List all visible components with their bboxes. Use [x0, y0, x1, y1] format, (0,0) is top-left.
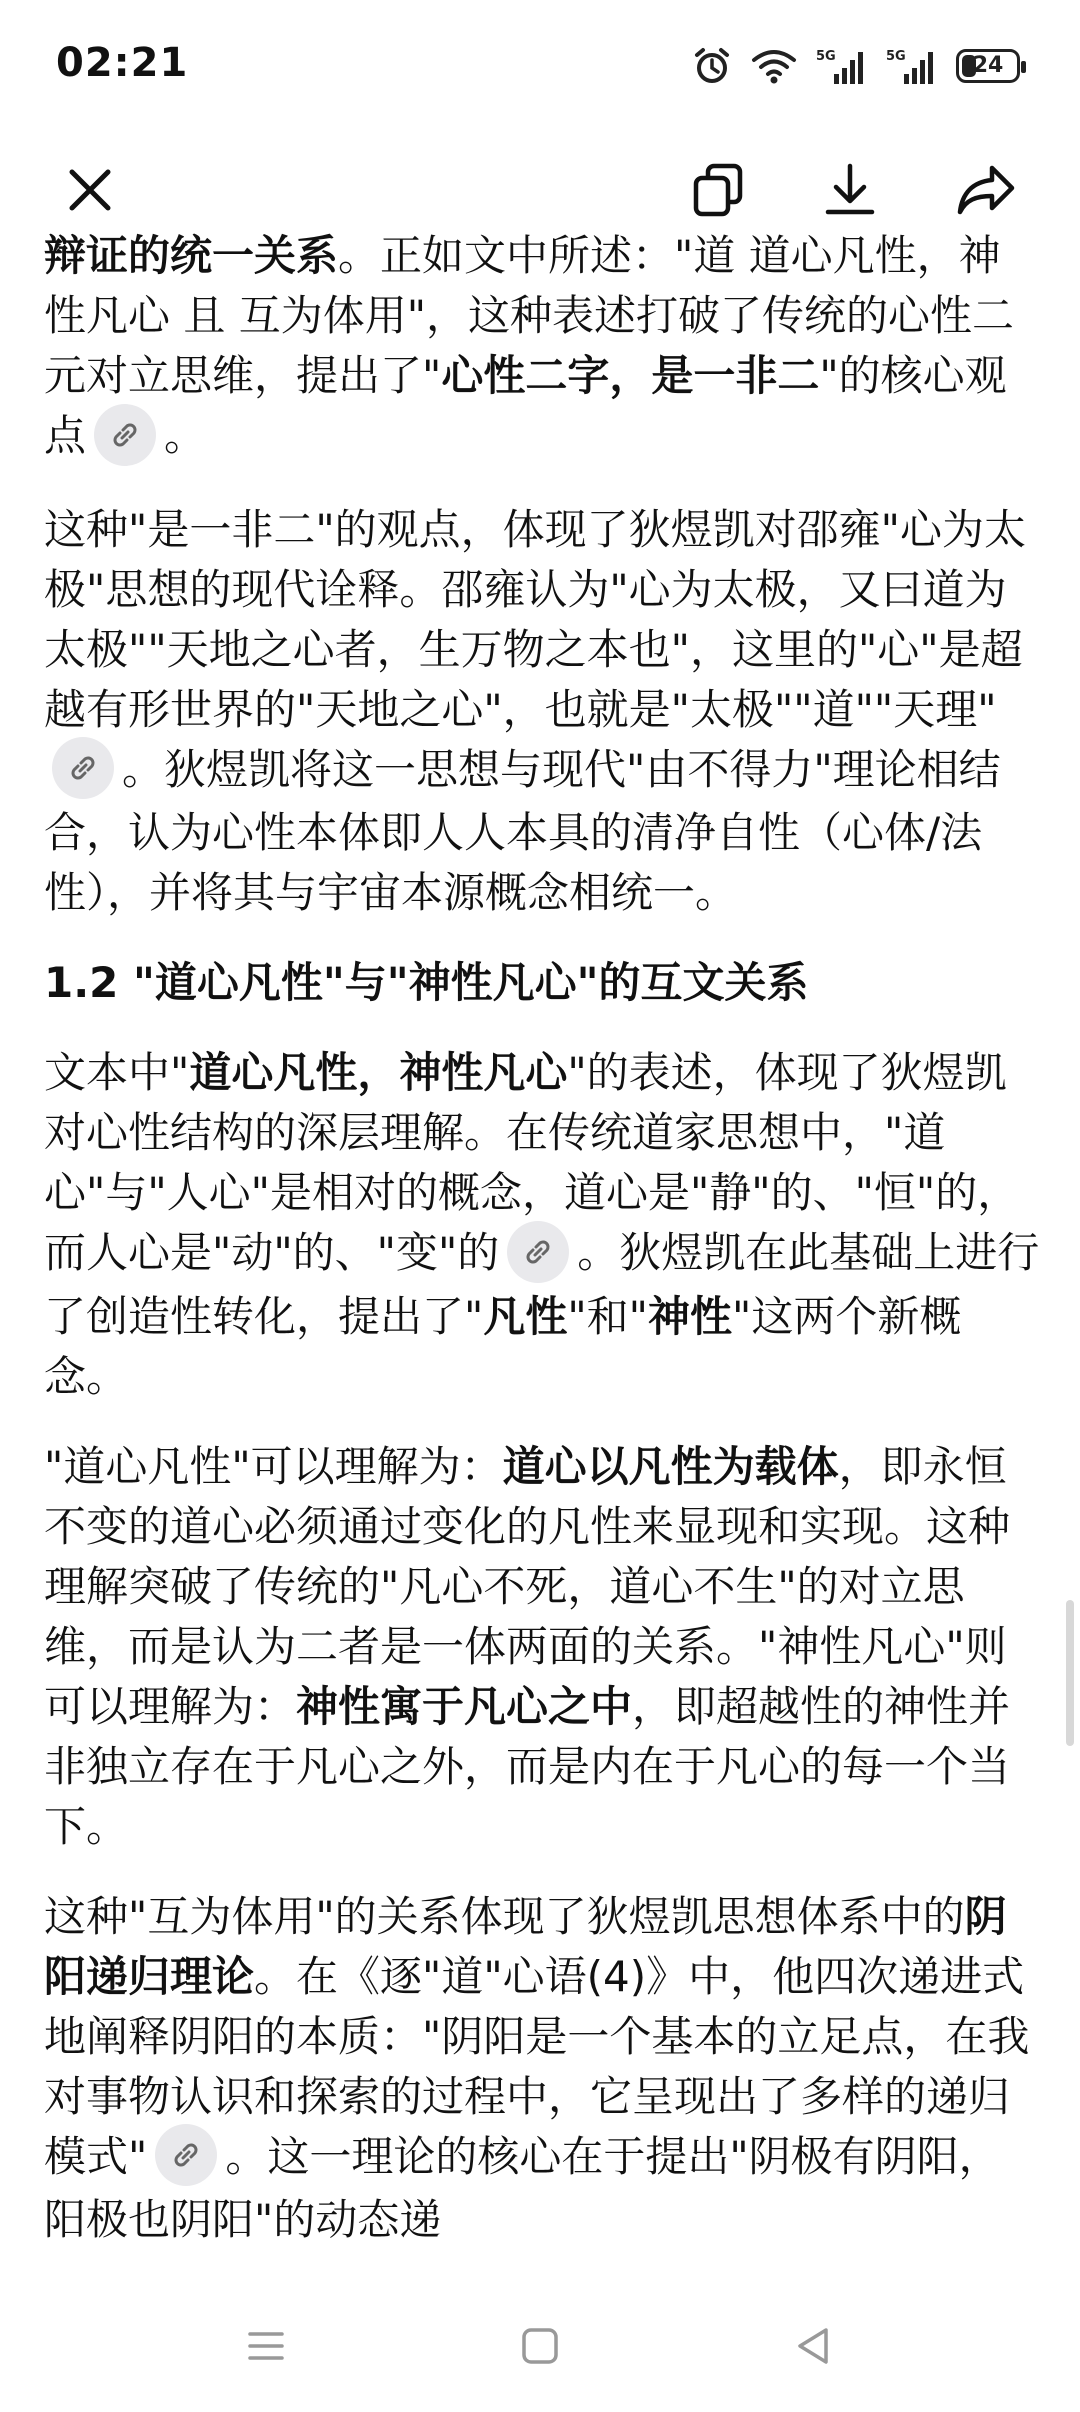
copy-button[interactable] [676, 148, 760, 232]
download-button[interactable] [808, 148, 892, 232]
wifi-icon [750, 46, 798, 86]
text: 文本中" [44, 1048, 190, 1097]
paragraph [44, 500, 1040, 924]
link-icon [67, 752, 99, 784]
bold-text: 阴阳递归理论 [44, 1891, 1007, 2001]
status-time: 02:21 [56, 40, 189, 86]
link-icon [522, 1236, 554, 1268]
text: 。 [164, 411, 207, 460]
paragraph [44, 1437, 1040, 1857]
5g-signal-icon [816, 46, 868, 86]
scrollbar-thumb[interactable] [1066, 1600, 1074, 1746]
close-icon [62, 162, 118, 218]
text: 。这一理论的核心在于提出"阴极有阴阳，阳极也阴阳"的动态递 [44, 2131, 1001, 2244]
text: ，即永恒不变的道心必须通过变化的凡性来显现和实现。这种理解突破了传统的"凡心不死，道心不生"的对立思维，而是认为二者是一体两面的关系。"神性凡心"则可以理解为： [44, 1441, 1011, 1731]
share-icon [954, 160, 1018, 220]
paragraph [44, 1887, 1040, 2251]
text: 。在《逐"道"心语(4)》中，他四次递进式地阐释阴阳的本质："阴阳是一个基本的立足点，在我对事物认识和探索的过程中，它呈现出了多样的递归模式" [44, 1951, 1030, 2181]
signal-label: 5G [886, 49, 906, 64]
status-bar [0, 0, 1080, 140]
text: 。正如文中所述："道 道心凡性，神性凡心 且 互为体用"，这种表述打破了传统的心性二元对立思维，提出了" [44, 231, 1015, 400]
paragraph [44, 1043, 1040, 1407]
alarm-icon [692, 46, 732, 86]
download-icon [820, 160, 880, 220]
source-link-button[interactable] [94, 404, 156, 466]
article-content [44, 226, 1040, 2280]
bold-text: 凡性 [483, 1291, 568, 1341]
bold-text: 心性二字，是一非二 [441, 351, 820, 400]
source-link-button[interactable] [155, 2124, 217, 2186]
bold-text: 神性寓于凡心之中 [296, 1681, 633, 1731]
text: "的表述，体现了狄煜凯对心性结构的深层理解。在传统道家思想中，"道心"与"人心"是相对的概念，道心是"静"的、"恒"的，而人心是"动"的、"变"的 [44, 1048, 1020, 1277]
home-button[interactable] [500, 2310, 580, 2382]
text: "道心凡性"可以理解为： [44, 1441, 503, 1491]
bold-text: 辩证的统一关系 [44, 231, 339, 280]
text: 这种"互为体用"的关系体现了狄煜凯思想体系中的 [44, 1891, 965, 1941]
text: 。狄煜凯在此基础上进行了创造性转化，提出了" [44, 1228, 1040, 1341]
recent-apps-button[interactable] [226, 2310, 306, 2382]
bold-text: 神性 [647, 1291, 732, 1341]
link-icon [170, 2139, 202, 2171]
back-icon [792, 2324, 836, 2368]
close-button[interactable] [48, 148, 132, 232]
text: 这种"是一非二"的观点，体现了狄煜凯对邵雍"心为太极"思想的现代诠释。邵雍认为"心为太极，又曰道为太极""天地之心者，生万物之本也"，这里的"心"是超越有形世界的"天地之心"，也就是"太极""道""天理" [44, 504, 1026, 734]
share-button[interactable] [944, 148, 1028, 232]
back-button[interactable] [774, 2310, 854, 2382]
toolbar [0, 140, 1080, 240]
link-icon [109, 419, 141, 451]
status-icons [692, 44, 1020, 88]
paragraph [44, 226, 1040, 470]
copy-icon [688, 160, 748, 220]
section-heading: 1.2 "道心凡性"与"神性凡心"的互文关系 [44, 958, 809, 1007]
battery-icon [956, 49, 1020, 83]
home-icon [518, 2324, 562, 2368]
signal-label: 5G [816, 49, 836, 64]
menu-icon [244, 2324, 288, 2368]
source-link-button[interactable] [52, 737, 114, 799]
battery-level: 24 [972, 53, 1004, 78]
5g-signal-icon [886, 46, 938, 86]
bold-text: 道心凡性，神性凡心 [189, 1048, 568, 1097]
navigation-bar [0, 2280, 1080, 2412]
text: ，即超越性的神性并非独立存在于凡心之外，而是内在于凡心的每一个当下。 [44, 1681, 1011, 1851]
text: "的核心观点 [44, 351, 1007, 460]
text: "这两个新概念。 [44, 1291, 962, 1401]
text: "和" [567, 1291, 648, 1341]
text: 。狄煜凯将这一思想与现代"由不得力"理论相结合，认为心性本体即人人本具的清净自性（心体/法性），并将其与宇宙本源概念相统一。 [44, 744, 1001, 917]
source-link-button[interactable] [507, 1221, 569, 1283]
bold-text: 道心以凡性为载体 [502, 1441, 839, 1491]
